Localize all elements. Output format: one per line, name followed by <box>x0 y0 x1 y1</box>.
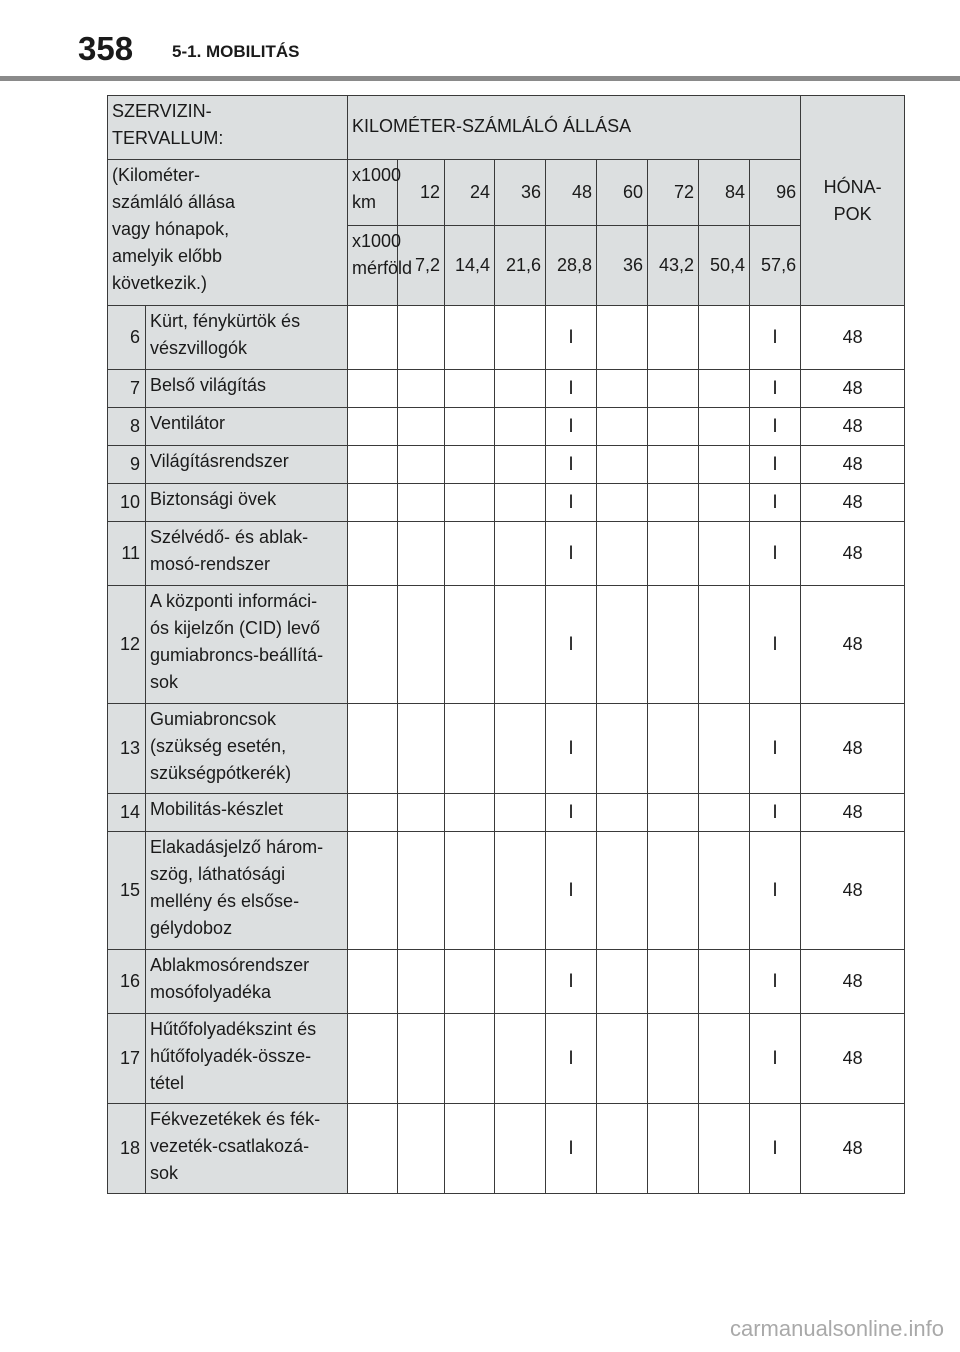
empty-cell <box>445 484 495 522</box>
empty-cell <box>348 832 398 950</box>
empty-cell <box>597 446 648 484</box>
empty-cell <box>398 408 445 446</box>
empty-cell <box>445 832 495 950</box>
empty-cell <box>445 306 495 370</box>
empty-cell <box>597 306 648 370</box>
empty-cell <box>648 1014 699 1104</box>
empty-cell <box>597 794 648 832</box>
interval-label: SZERVIZIN- TERVALLUM: <box>108 96 348 160</box>
empty-cell <box>699 704 750 794</box>
mile-value: 7,2 <box>398 226 445 306</box>
empty-cell <box>348 704 398 794</box>
empty-cell <box>699 1104 750 1194</box>
months-label: HÓNA- POK <box>801 96 905 306</box>
empty-cell <box>445 446 495 484</box>
check-mark: I <box>750 950 801 1014</box>
mile-unit: x1000 mérföld <box>348 226 398 306</box>
empty-cell <box>597 1014 648 1104</box>
table-row <box>108 370 905 408</box>
empty-cell <box>597 408 648 446</box>
row-months: 48 <box>801 408 905 446</box>
table-row <box>108 1104 905 1194</box>
table-row <box>108 446 905 484</box>
empty-cell <box>648 522 699 586</box>
empty-cell <box>699 484 750 522</box>
empty-cell <box>648 794 699 832</box>
row-number: 14 <box>108 794 146 832</box>
row-item: Biztonsági övek <box>146 484 348 522</box>
empty-cell <box>398 370 445 408</box>
row-item: Belső világítás <box>146 370 348 408</box>
empty-cell <box>648 370 699 408</box>
row-number: 10 <box>108 484 146 522</box>
empty-cell <box>348 408 398 446</box>
empty-cell <box>398 794 445 832</box>
check-mark: I <box>750 370 801 408</box>
watermark: carmanualsonline.info <box>729 1316 944 1341</box>
check-mark: I <box>546 408 597 446</box>
row-number: 6 <box>108 306 146 370</box>
row-number: 17 <box>108 1014 146 1104</box>
row-number: 13 <box>108 704 146 794</box>
empty-cell <box>597 950 648 1014</box>
empty-cell <box>348 306 398 370</box>
empty-cell <box>348 1014 398 1104</box>
row-months: 48 <box>801 1104 905 1194</box>
table-row <box>108 586 905 704</box>
empty-cell <box>597 586 648 704</box>
empty-cell <box>445 704 495 794</box>
check-mark: I <box>546 586 597 704</box>
interval-note: (Kilométer- számláló állása vagy hónapok, amelyik előbb következik.) <box>108 160 348 306</box>
km-value: 72 <box>648 160 699 226</box>
table-row <box>108 306 905 370</box>
km-value: 24 <box>445 160 495 226</box>
empty-cell <box>445 1014 495 1104</box>
row-months: 48 <box>801 1014 905 1104</box>
check-mark: I <box>750 586 801 704</box>
empty-cell <box>699 522 750 586</box>
table-row <box>108 522 905 586</box>
empty-cell <box>597 484 648 522</box>
check-mark: I <box>750 306 801 370</box>
empty-cell <box>348 522 398 586</box>
empty-cell <box>445 1104 495 1194</box>
empty-cell <box>445 950 495 1014</box>
empty-cell <box>495 1014 546 1104</box>
row-number: 8 <box>108 408 146 446</box>
check-mark: I <box>750 832 801 950</box>
empty-cell <box>495 704 546 794</box>
empty-cell <box>495 832 546 950</box>
row-item: Ablakmosórendszer mosófolyadéka <box>146 950 348 1014</box>
check-mark: I <box>546 950 597 1014</box>
empty-cell <box>398 446 445 484</box>
check-mark: I <box>546 522 597 586</box>
row-item: Világításrendszer <box>146 446 348 484</box>
row-number: 16 <box>108 950 146 1014</box>
row-item: Elakadásjelző három- szög, láthatósági mellény és elsőse- gélydoboz <box>146 832 348 950</box>
row-months: 48 <box>801 950 905 1014</box>
mile-value: 36 <box>597 226 648 306</box>
row-number: 7 <box>108 370 146 408</box>
empty-cell <box>495 484 546 522</box>
empty-cell <box>348 950 398 1014</box>
row-months: 48 <box>801 306 905 370</box>
empty-cell <box>445 370 495 408</box>
row-months: 48 <box>801 522 905 586</box>
empty-cell <box>445 586 495 704</box>
empty-cell <box>699 370 750 408</box>
empty-cell <box>348 484 398 522</box>
maintenance-schedule-table <box>107 95 905 1194</box>
row-months: 48 <box>801 704 905 794</box>
empty-cell <box>648 950 699 1014</box>
empty-cell <box>699 446 750 484</box>
empty-cell <box>495 1104 546 1194</box>
mile-value: 57,6 <box>750 226 801 306</box>
empty-cell <box>597 832 648 950</box>
km-unit: x1000 km <box>348 160 398 226</box>
check-mark: I <box>750 794 801 832</box>
empty-cell <box>495 408 546 446</box>
header-divider <box>0 76 960 81</box>
km-value: 84 <box>699 160 750 226</box>
row-months: 48 <box>801 794 905 832</box>
empty-cell <box>699 306 750 370</box>
mile-value: 21,6 <box>495 226 546 306</box>
check-mark: I <box>750 704 801 794</box>
empty-cell <box>699 586 750 704</box>
empty-cell <box>597 704 648 794</box>
row-number: 15 <box>108 832 146 950</box>
empty-cell <box>648 306 699 370</box>
empty-cell <box>648 408 699 446</box>
table-row <box>108 704 905 794</box>
row-months: 48 <box>801 484 905 522</box>
empty-cell <box>648 446 699 484</box>
empty-cell <box>398 522 445 586</box>
empty-cell <box>348 1104 398 1194</box>
check-mark: I <box>546 484 597 522</box>
empty-cell <box>495 306 546 370</box>
empty-cell <box>648 586 699 704</box>
km-value: 48 <box>546 160 597 226</box>
empty-cell <box>699 794 750 832</box>
check-mark: I <box>546 1104 597 1194</box>
odometer-label: KILOMÉTER-SZÁMLÁLÓ ÁLLÁSA <box>348 96 801 160</box>
empty-cell <box>398 1104 445 1194</box>
check-mark: I <box>750 1014 801 1104</box>
check-mark: I <box>546 832 597 950</box>
empty-cell <box>648 704 699 794</box>
empty-cell <box>445 522 495 586</box>
empty-cell <box>445 408 495 446</box>
row-item: Gumiabroncsok (szükség esetén, szükségpótkerék) <box>146 704 348 794</box>
section-title: 5-1. MOBILITÁS <box>172 42 300 61</box>
row-item: A központi informáci- ós kijelzőn (CID) levő gumiabroncs-beállítá- sok <box>146 586 348 704</box>
row-item: Fékvezetékek és fék- vezeték-csatlakozá- sok <box>146 1104 348 1194</box>
check-mark: I <box>546 704 597 794</box>
km-value: 36 <box>495 160 546 226</box>
mile-value: 14,4 <box>445 226 495 306</box>
mile-value: 28,8 <box>546 226 597 306</box>
table-row <box>108 794 905 832</box>
empty-cell <box>398 306 445 370</box>
km-value: 96 <box>750 160 801 226</box>
row-number: 12 <box>108 586 146 704</box>
row-months: 48 <box>801 446 905 484</box>
empty-cell <box>348 586 398 704</box>
row-months: 48 <box>801 370 905 408</box>
row-item: Kürt, fénykürtök és vészvillogók <box>146 306 348 370</box>
row-number: 18 <box>108 1104 146 1194</box>
row-months: 48 <box>801 586 905 704</box>
check-mark: I <box>750 1104 801 1194</box>
table-row <box>108 484 905 522</box>
empty-cell <box>348 446 398 484</box>
check-mark: I <box>750 408 801 446</box>
empty-cell <box>398 586 445 704</box>
check-mark: I <box>750 484 801 522</box>
empty-cell <box>398 832 445 950</box>
mile-value: 43,2 <box>648 226 699 306</box>
empty-cell <box>597 1104 648 1194</box>
check-mark: I <box>546 1014 597 1104</box>
table-row <box>108 832 905 950</box>
empty-cell <box>495 794 546 832</box>
row-item: Szélvédő- és ablak- mosó-rendszer <box>146 522 348 586</box>
empty-cell <box>648 832 699 950</box>
empty-cell <box>495 370 546 408</box>
km-value: 60 <box>597 160 648 226</box>
empty-cell <box>699 1014 750 1104</box>
empty-cell <box>648 1104 699 1194</box>
empty-cell <box>699 832 750 950</box>
row-number: 11 <box>108 522 146 586</box>
table-row <box>108 950 905 1014</box>
row-item: Ventilátor <box>146 408 348 446</box>
empty-cell <box>597 370 648 408</box>
empty-cell <box>495 950 546 1014</box>
row-item: Hűtőfolyadékszint és hűtőfolyadék-össze- tétel <box>146 1014 348 1104</box>
row-number: 9 <box>108 446 146 484</box>
row-months: 48 <box>801 832 905 950</box>
page-number: 358 <box>78 30 134 67</box>
mile-value: 50,4 <box>699 226 750 306</box>
check-mark: I <box>546 446 597 484</box>
empty-cell <box>348 370 398 408</box>
empty-cell <box>398 950 445 1014</box>
empty-cell <box>398 484 445 522</box>
empty-cell <box>495 522 546 586</box>
empty-cell <box>398 1014 445 1104</box>
empty-cell <box>445 794 495 832</box>
row-item: Mobilitás-készlet <box>146 794 348 832</box>
km-value: 12 <box>398 160 445 226</box>
table-row <box>108 1014 905 1104</box>
empty-cell <box>495 446 546 484</box>
empty-cell <box>398 704 445 794</box>
empty-cell <box>699 408 750 446</box>
empty-cell <box>348 794 398 832</box>
empty-cell <box>648 484 699 522</box>
check-mark: I <box>546 794 597 832</box>
empty-cell <box>495 586 546 704</box>
empty-cell <box>597 522 648 586</box>
empty-cell <box>699 950 750 1014</box>
table-row <box>108 408 905 446</box>
check-mark: I <box>750 522 801 586</box>
check-mark: I <box>546 306 597 370</box>
check-mark: I <box>750 446 801 484</box>
check-mark: I <box>546 370 597 408</box>
